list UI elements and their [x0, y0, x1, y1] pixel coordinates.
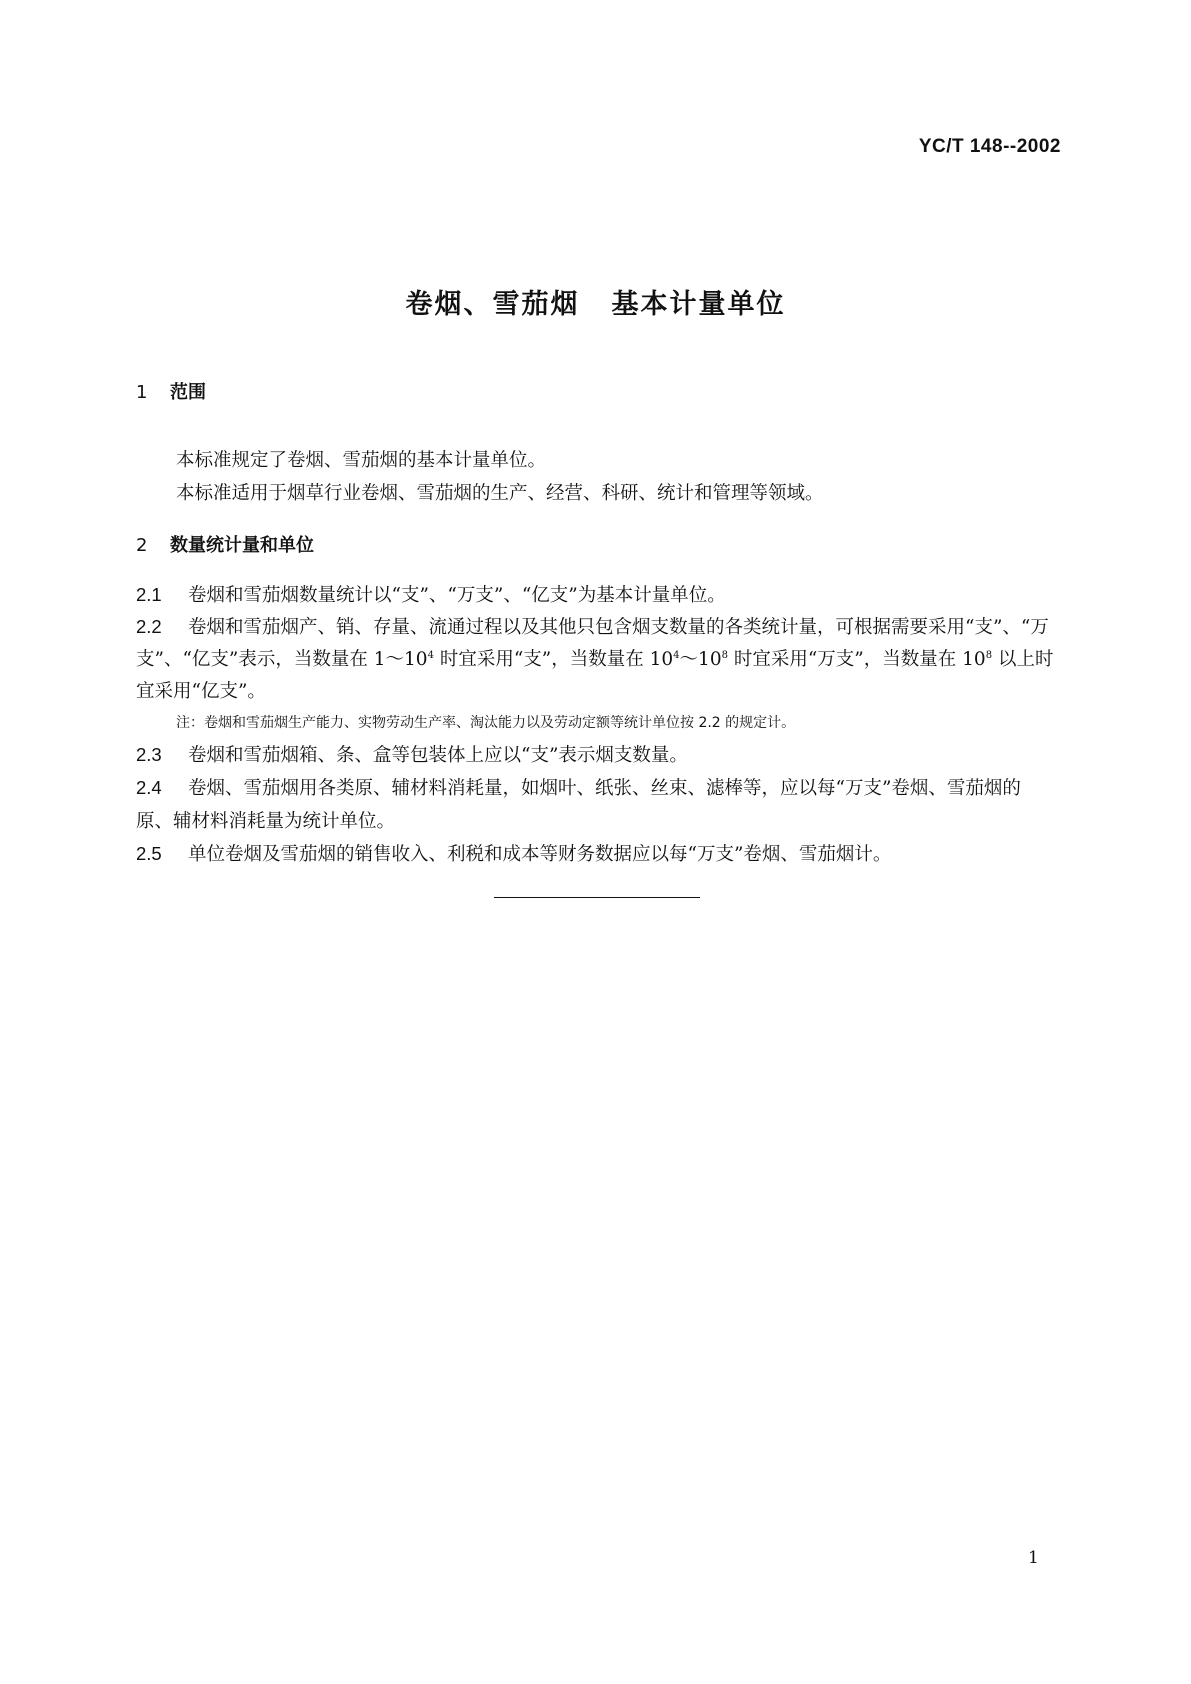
page-number: 1	[1028, 1548, 1039, 1568]
clause-text: 卷烟和雪茄烟数量统计以“支”、“万支”、“亿支”为基本计量单位。	[188, 585, 726, 606]
section-2-heading	[136, 531, 314, 557]
clause-number: 2.5	[136, 843, 162, 864]
section-1-paragraph-1: 本标准规定了卷烟、雪茄烟的基本计量单位。	[176, 450, 547, 471]
section-1-title: 范围	[170, 382, 206, 403]
clause-number: 2.4	[136, 777, 162, 798]
clause-number: 2.3	[136, 744, 162, 765]
clause-2-1	[136, 578, 1056, 612]
section-2-number: 2	[136, 535, 148, 556]
clause-text-e: 以上时宜采用“亿支”。	[136, 649, 1054, 702]
section-2-title: 数量统计量和单位	[170, 535, 314, 556]
clause-2-2	[136, 611, 1056, 708]
clause-number: 2.1	[136, 584, 162, 605]
section-1-paragraph-2: 本标准适用于烟草行业卷烟、雪茄烟的生产、经营、科研、统计和管理等领域。	[176, 483, 824, 504]
clause-text: 单位卷烟及雪茄烟的销售收入、利税和成本等财务数据应以每“万支”卷烟、雪茄烟计。	[188, 844, 892, 865]
clause-text-d: 时宜采用“万支”，当数量在 10	[727, 649, 986, 670]
end-rule	[494, 897, 700, 898]
title-part-2: 基本计量单位	[611, 289, 786, 320]
section-1-number: 1	[136, 382, 148, 403]
clause-text: 卷烟、雪茄烟用各类原、辅材料消耗量，如烟叶、纸张、丝束、滤棒等，应以每“万支”卷烟、雪茄烟的原、辅材料消耗量为统计单位。	[136, 778, 1021, 832]
clause-number: 2.2	[136, 616, 162, 637]
clause-2-3	[136, 738, 1056, 772]
standard-code: YC/T 148--2002	[918, 136, 1061, 157]
clause-text-c: ～10	[679, 649, 722, 670]
exponent: 4	[427, 650, 434, 661]
document-title	[0, 282, 1191, 321]
section-1-heading	[136, 378, 206, 404]
clause-text-b: 时宜采用“支”，当数量在 10	[433, 649, 674, 670]
exponent: 4	[673, 650, 680, 661]
clause-text-a: 卷烟和雪茄烟产、销、存量、流通过程以及其他只包含烟支数量的各类统计量，可根据需要采用“支”、“万支”、“亿支”表示，当数量在 1～10	[136, 617, 1049, 670]
clause-2-5	[136, 837, 1056, 871]
clause-text: 卷烟和雪茄烟箱、条、盒等包装体上应以“支”表示烟支数量。	[188, 745, 688, 766]
exponent: 8	[721, 650, 728, 661]
exponent: 8	[985, 650, 993, 661]
title-part-1: 卷烟、雪茄烟	[405, 289, 580, 320]
clause-2-4	[136, 771, 1056, 838]
clause-2-2-note: 注：卷烟和雪茄烟生产能力、实物劳动生产率、淘汰能力以及劳动定额等统计单位按 2.2 的规定计。	[176, 715, 796, 731]
